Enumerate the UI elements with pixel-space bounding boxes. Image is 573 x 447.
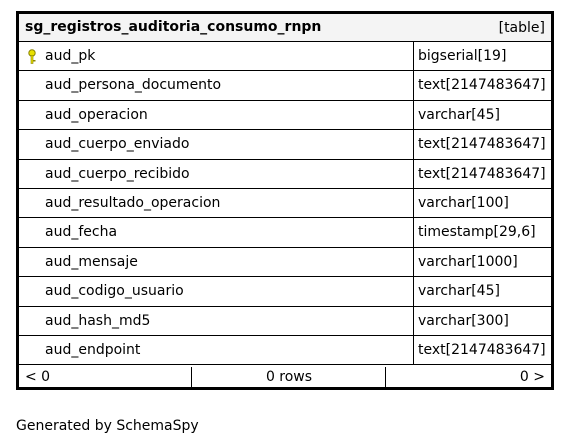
column-divider: [413, 218, 414, 246]
column-type: varchar[45]: [418, 283, 500, 300]
column-type: varchar[300]: [418, 312, 509, 329]
parents-count: < 0: [25, 369, 51, 385]
column-divider: [413, 160, 414, 188]
column-name: aud_codigo_usuario: [45, 283, 184, 300]
table-kind: [table]: [498, 20, 545, 36]
footer-divider: [385, 367, 386, 387]
column-divider: [413, 336, 414, 364]
column-divider: [413, 277, 414, 305]
column-row: [19, 248, 551, 277]
column-name: aud_mensaje: [45, 253, 138, 270]
column-type: bigserial[19]: [418, 48, 507, 64]
column-name: aud_fecha: [45, 224, 118, 241]
column-name: aud_hash_md5: [45, 312, 151, 329]
key-icon: [26, 49, 38, 65]
column-row: [19, 71, 551, 100]
column-name: aud_operacion: [45, 106, 148, 123]
column-name: aud_resultado_operacion: [45, 195, 221, 211]
column-type: text[2147483647]: [418, 165, 546, 182]
column-type: timestamp[29,6]: [418, 224, 536, 241]
column-row: [19, 42, 551, 71]
generator-caption: Generated by SchemaSpy: [16, 418, 199, 434]
column-divider: [413, 189, 414, 217]
children-count: 0 >: [519, 369, 545, 385]
table-node: [16, 11, 554, 390]
table-name: sg_registros_auditoria_consumo_rnpn: [25, 19, 322, 35]
column-divider: [413, 101, 414, 129]
table-header: [19, 14, 551, 42]
column-row: [19, 336, 551, 365]
column-divider: [413, 130, 414, 158]
row-count: 0 rows: [265, 369, 313, 385]
column-row: [19, 101, 551, 130]
column-row: [19, 189, 551, 218]
column-divider: [413, 71, 414, 99]
column-name: aud_persona_documento: [45, 77, 222, 94]
column-divider: [413, 307, 414, 335]
column-divider: [413, 248, 414, 276]
column-type: varchar[1000]: [418, 253, 518, 270]
column-row: [19, 277, 551, 306]
column-name: aud_endpoint: [45, 342, 141, 358]
column-row: [19, 160, 551, 189]
column-type: varchar[45]: [418, 106, 500, 123]
column-type: text[2147483647]: [418, 77, 546, 94]
column-name: aud_pk: [45, 48, 96, 64]
column-type: text[2147483647]: [418, 136, 546, 153]
table-footer: [19, 366, 551, 390]
column-row: [19, 307, 551, 336]
column-name: aud_cuerpo_enviado: [45, 136, 190, 153]
column-divider: [413, 42, 414, 70]
column-name: aud_cuerpo_recibido: [45, 165, 190, 182]
column-row: [19, 218, 551, 247]
column-type: varchar[100]: [418, 195, 509, 211]
column-row: [19, 130, 551, 159]
column-type: text[2147483647]: [418, 342, 546, 358]
